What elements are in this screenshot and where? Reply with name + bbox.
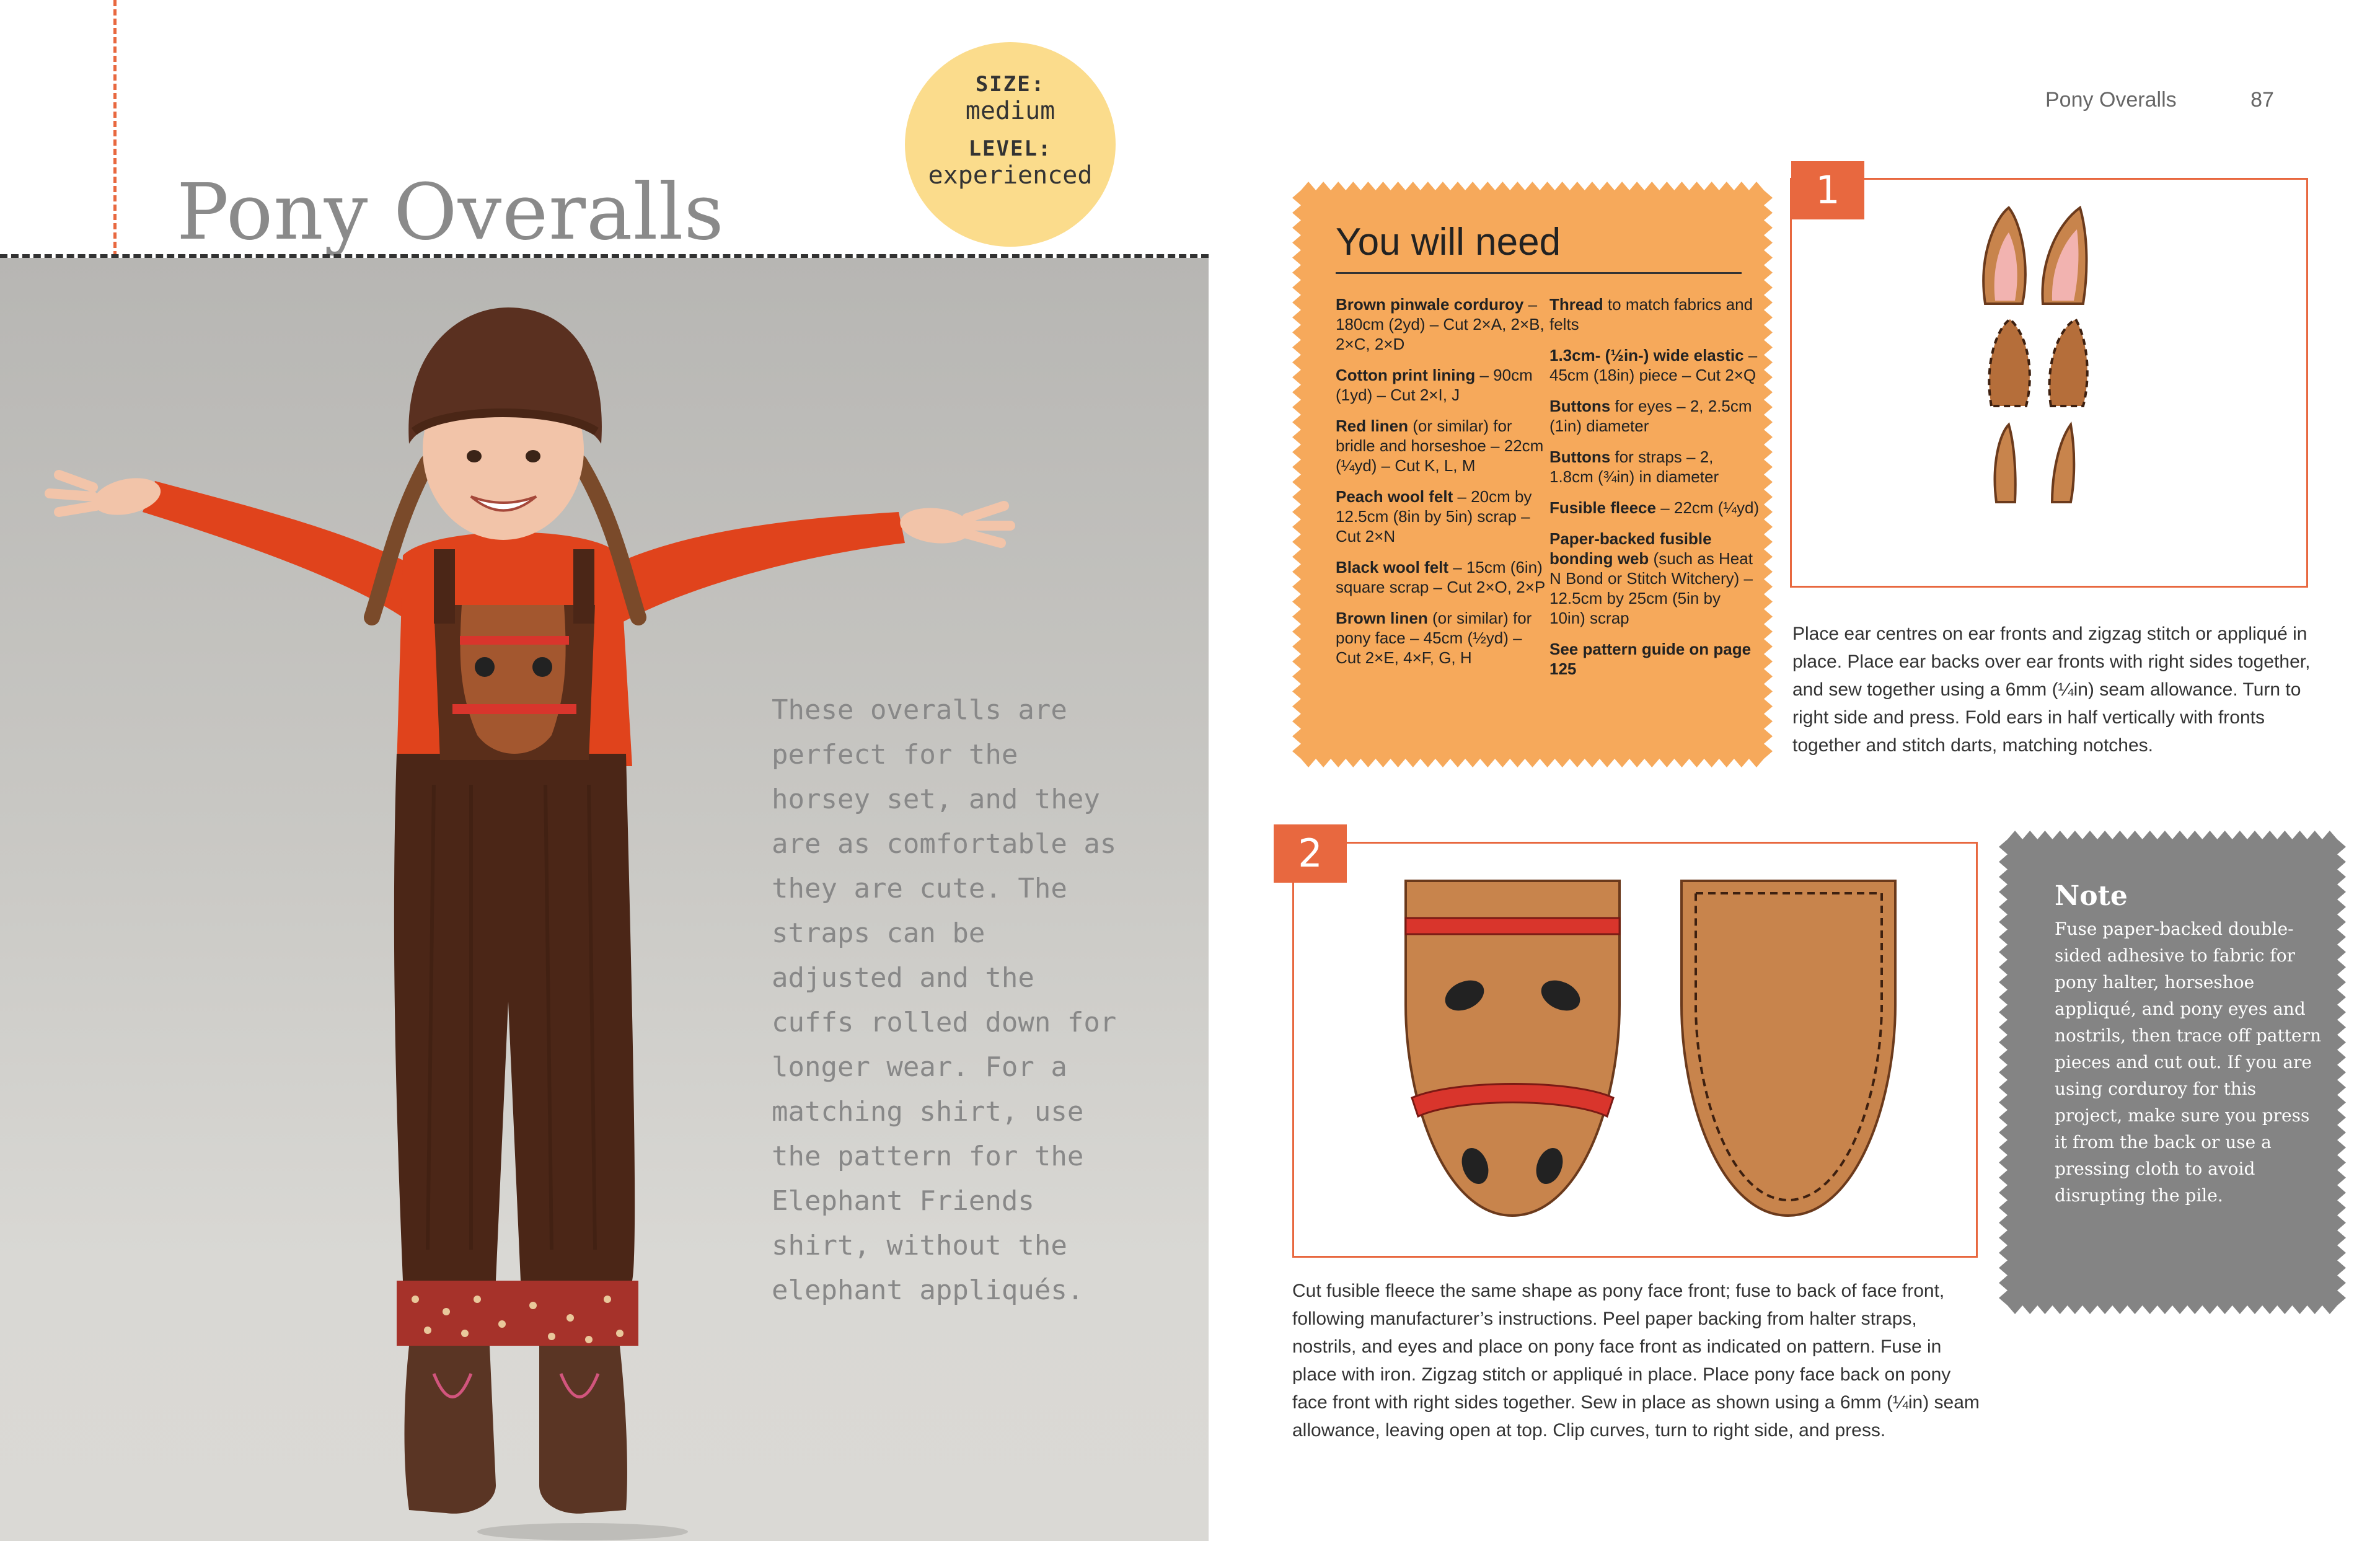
material-item: 1.3cm- (½in-) wide elastic – 45cm (18in) piece – Cut 2×Q — [1549, 346, 1758, 384]
step-2-caption: Cut fusible fleece the same shape as pony face front; fuse to back of face front, following manufacturer’s instructions. Peel paper backing from halter straps, nostrils, and eyes and place on pony face front as indicated on pattern. Fuse in place with iron. Zigzag stitch or appliqué in place. Place pony face back on pony face front with right sides together. Sew in place as shown using a 6mm (¼in) seam allowance, leaving open at top. Clip curves, turn to right side, and press. — [1292, 1281, 1980, 1441]
materials-column-2 — [1549, 294, 1760, 690]
step-2-illustration-panel — [1292, 842, 1978, 1258]
level-label: LEVEL: — [968, 136, 1052, 161]
pony-face-illustration — [1294, 844, 1976, 1256]
size-label: SIZE: — [975, 72, 1046, 97]
step-2-number: 2 — [1274, 824, 1347, 883]
material-item: Brown pinwale corduroy – 180cm (2yd) – Cut 2×A, 2×B, 2×C, 2×D — [1336, 295, 1545, 353]
step-1-illustration-panel — [1790, 178, 2308, 588]
step-1-caption: Place ear centres on ear fronts and zigzag stitch or appliqué in place. Place ear backs over ear fronts with right sides together, and sew together using a 6mm (¼in) seam allowance. Turn to right side and press. Fold ears in half vertically with fronts together and stitch darts, matching notches. — [1792, 624, 2311, 756]
material-item: Buttons for straps – 2, 1.8cm (¾in) in diameter — [1549, 448, 1719, 486]
material-item: Brown linen (or similar) for pony face – 45cm (½yd) – Cut 2×E, 4×F, G, H — [1336, 609, 1532, 667]
note-title: Note — [2055, 880, 2128, 912]
materials-column-1 — [1336, 294, 1546, 679]
running-header — [2045, 88, 2274, 112]
page-title: Pony Overalls — [177, 167, 725, 257]
size-level-badge — [905, 42, 1116, 247]
you-will-need-panel — [1292, 182, 1773, 767]
level-value: experienced — [928, 161, 1093, 190]
material-item: Black wool felt – 15cm (6in) square scrap – Cut 2×O, 2×P — [1336, 558, 1546, 596]
size-value: medium — [965, 97, 1056, 125]
material-item: Cotton print lining – 90cm (1yd) – Cut 2×I, J — [1336, 366, 1533, 404]
material-item: Fusible fleece – 22cm (¼yd) — [1549, 498, 1760, 517]
ear-pieces-illustration — [1792, 180, 2306, 586]
you-will-need-title: You will need — [1336, 221, 1561, 263]
material-item: Paper-backed fusible bonding web (such as Heat N Bond or Stitch Witchery) – 12.5cm by 25cm (5in by 10in) scrap — [1549, 529, 1753, 627]
step-1-number: 1 — [1791, 161, 1864, 219]
note-body: Fuse paper-backed double-sided adhesive to fabric for pony halter, horseshoe appliqué, and pony eyes and nostrils, then trace off pattern pieces and cut out. If you are using corduroy for this project, make sure you press it from the back or use a pressing cloth to avoid disrupting the pile. — [2055, 919, 2322, 1206]
running-title: Pony Overalls — [2045, 88, 2177, 112]
material-item: Red linen (or similar) for bridle and horseshoe – 22cm (¼yd) – Cut K, L, M — [1336, 417, 1544, 475]
material-item: See pattern guide on page 125 — [1549, 640, 1752, 678]
you-will-need-rule — [1336, 272, 1742, 274]
material-item: Buttons for eyes – 2, 2.5cm (1in) diameter — [1549, 397, 1752, 435]
page-number: 87 — [2250, 88, 2274, 112]
material-item: Peach wool felt – 20cm by 12.5cm (8in by 5in) scrap – Cut 2×N — [1336, 487, 1532, 545]
intro-paragraph: These overalls are perfect for the horsey set, and they are as comfortable as they are cute. The straps can be adjusted and the cuffs rolled down for longer wear. For a matching shirt, use the pattern for the Elephant Friends shirt, without the elephant appliqués. — [772, 694, 1117, 1306]
note-panel — [1999, 831, 2346, 1314]
material-item: Thread to match fabrics and felts — [1549, 295, 1753, 333]
